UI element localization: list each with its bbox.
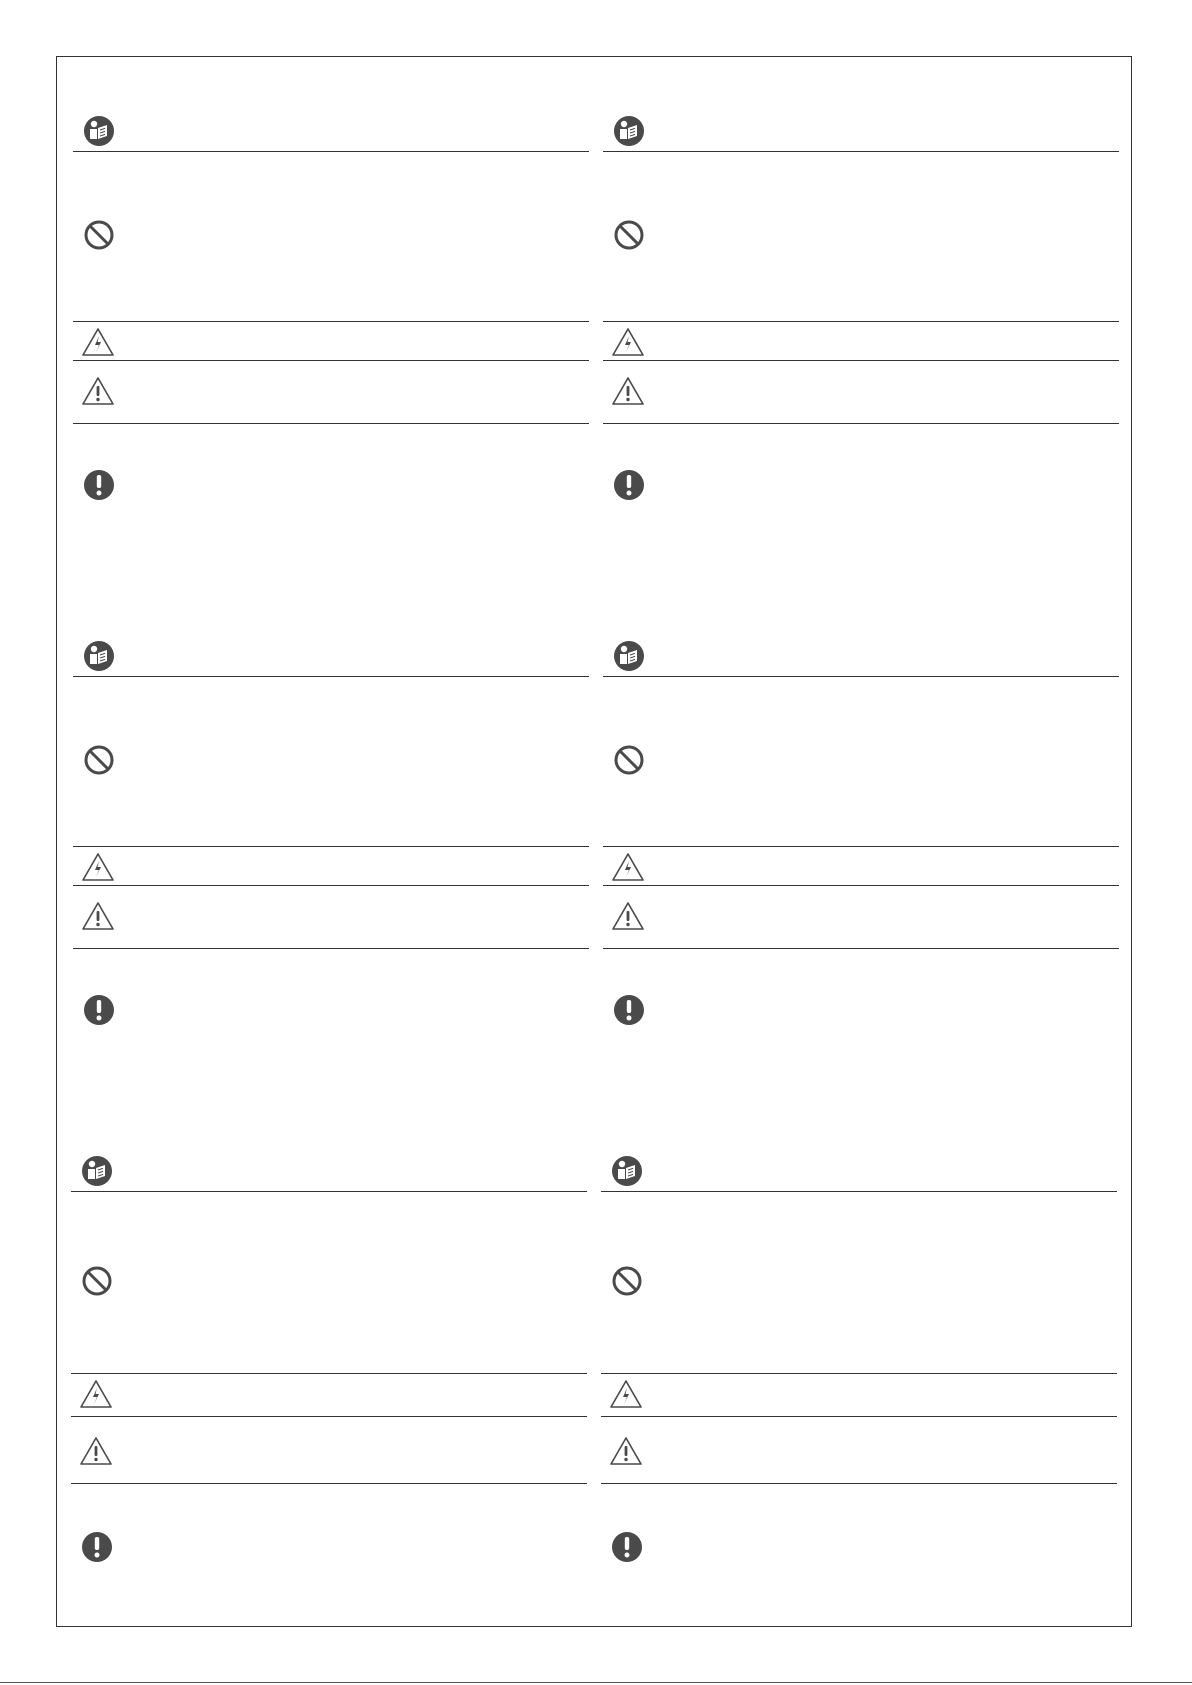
safety-block-right-2 [603, 640, 1119, 1110]
section-divider [603, 321, 1119, 322]
read-manual-icon [611, 1155, 643, 1187]
section-divider [603, 151, 1119, 152]
read-manual-icon [613, 640, 645, 672]
mandatory-action-icon [613, 994, 645, 1026]
section-divider [601, 1483, 1117, 1484]
section-divider [73, 846, 589, 847]
section-divider [73, 676, 589, 677]
section-divider [73, 151, 589, 152]
mandatory-action-icon [83, 469, 115, 501]
section-divider [601, 1373, 1117, 1374]
safety-block-left-2 [73, 640, 589, 1110]
prohibited-icon [613, 219, 645, 251]
section-divider [73, 885, 589, 886]
safety-block-left-1 [73, 115, 589, 585]
mandatory-action-icon [613, 469, 645, 501]
safety-block-left-3 [71, 1155, 587, 1625]
section-divider [601, 1416, 1117, 1417]
electric-shock-warning-icon [79, 1379, 113, 1409]
section-divider [71, 1483, 587, 1484]
mandatory-action-icon [83, 994, 115, 1026]
section-divider [73, 948, 589, 949]
general-warning-icon [81, 901, 115, 931]
general-warning-icon [79, 1436, 113, 1466]
prohibited-icon [81, 1265, 113, 1297]
prohibited-icon [611, 1265, 643, 1297]
electric-shock-warning-icon [611, 327, 645, 357]
section-divider [71, 1373, 587, 1374]
electric-shock-warning-icon [609, 1379, 643, 1409]
prohibited-icon [83, 219, 115, 251]
section-divider [601, 1191, 1117, 1192]
section-divider [603, 360, 1119, 361]
section-divider [603, 885, 1119, 886]
mandatory-action-icon [81, 1531, 113, 1563]
electric-shock-warning-icon [611, 852, 645, 882]
page-bottom-rule [0, 1682, 1192, 1683]
read-manual-icon [81, 1155, 113, 1187]
general-warning-icon [611, 901, 645, 931]
read-manual-icon [83, 640, 115, 672]
prohibited-icon [613, 744, 645, 776]
section-divider [73, 360, 589, 361]
section-divider [603, 676, 1119, 677]
section-divider [73, 423, 589, 424]
section-divider [71, 1416, 587, 1417]
section-divider [603, 423, 1119, 424]
general-warning-icon [611, 376, 645, 406]
electric-shock-warning-icon [81, 852, 115, 882]
mandatory-action-icon [611, 1531, 643, 1563]
read-manual-icon [613, 115, 645, 147]
section-divider [603, 948, 1119, 949]
section-divider [73, 321, 589, 322]
general-warning-icon [609, 1436, 643, 1466]
general-warning-icon [81, 376, 115, 406]
section-divider [71, 1191, 587, 1192]
read-manual-icon [83, 115, 115, 147]
prohibited-icon [83, 744, 115, 776]
section-divider [603, 846, 1119, 847]
electric-shock-warning-icon [81, 327, 115, 357]
safety-block-right-3 [601, 1155, 1117, 1625]
safety-block-right-1 [603, 115, 1119, 585]
